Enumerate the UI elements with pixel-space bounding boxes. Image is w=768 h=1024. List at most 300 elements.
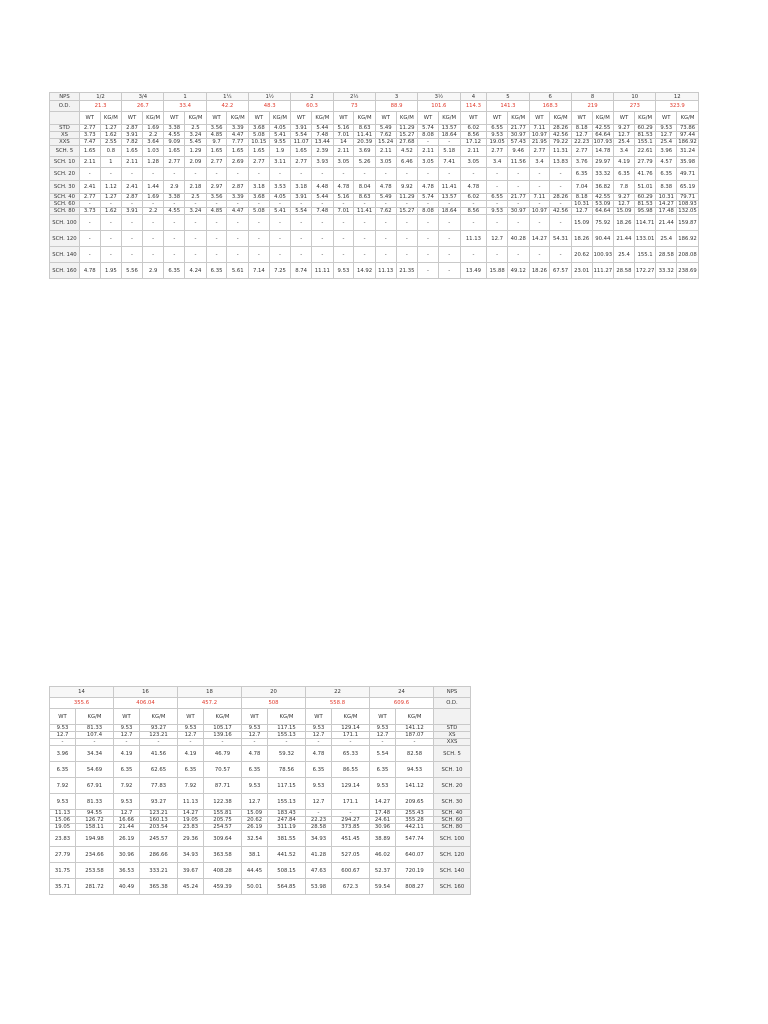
table-row [50, 739, 471, 746]
table-row [50, 794, 471, 810]
kgm-value: 75.92 [592, 215, 614, 231]
wt-value: 21.44 [614, 231, 635, 247]
wt-value: - [122, 231, 143, 247]
wt-value: 6.55 [487, 194, 508, 201]
od-label: O.D. [434, 698, 471, 709]
kgm-value: 1.27 [100, 125, 122, 132]
wt-value: 5.74 [418, 125, 439, 132]
table-row [50, 817, 471, 824]
wt-value: 6.35 [206, 263, 227, 279]
wt-value: - [249, 201, 270, 208]
nps-size: 16 [114, 687, 178, 698]
schedule-label: XS [434, 732, 471, 739]
kgm-value: - [354, 215, 376, 231]
kgm-value: 31.24 [677, 146, 699, 157]
outside-diameter: 457.2 [178, 698, 242, 709]
wt-value: 3.18 [291, 181, 312, 194]
outside-diameter: 33.4 [164, 101, 206, 112]
nps-size: 20 [242, 687, 306, 698]
wt-value: 18.26 [614, 215, 635, 231]
wt-value: 18.26 [571, 231, 592, 247]
kgm-value: - [142, 201, 164, 208]
nps-size: 3 [375, 93, 417, 101]
schedule-label: STD [434, 725, 471, 732]
wt-value: 12.7 [114, 810, 140, 817]
wt-value: 2.11 [333, 146, 354, 157]
kgm-value: 1.03 [142, 146, 164, 157]
wt-value: 2.11 [79, 157, 100, 168]
kgm-value: - [507, 181, 529, 194]
kgm-value: 36.82 [592, 181, 614, 194]
kgm-value: 13.83 [550, 157, 572, 168]
wt-value: 3.05 [375, 157, 396, 168]
kgm-value: 87.71 [204, 778, 242, 794]
schedule-label: SCH. 140 [434, 863, 471, 879]
wt-value: 23.01 [571, 263, 592, 279]
kgm-value: 60.29 [634, 194, 656, 201]
kgm-value: 720.19 [396, 863, 434, 879]
wt-header: WT [529, 112, 550, 125]
wt-value: 9.53 [306, 725, 332, 732]
kgm-value: 93.27 [140, 794, 178, 810]
wt-value: 11.13 [50, 810, 76, 817]
kgm-value: - [311, 215, 333, 231]
kgm-value: - [507, 247, 529, 263]
wt-value: 4.57 [656, 157, 677, 168]
wt-value: 3.05 [418, 157, 439, 168]
wt-value: 3.38 [164, 194, 185, 201]
kgm-value: 107.4 [76, 732, 114, 739]
wt-value: 17.12 [460, 139, 487, 146]
kgm-value: 94.53 [396, 762, 434, 778]
wt-value: 25.4 [614, 139, 635, 146]
kgm-header: KG/M [550, 112, 572, 125]
wt-value: 9.53 [50, 725, 76, 732]
wt-header: WT [656, 112, 677, 125]
kgm-value: 11.41 [354, 132, 376, 139]
wt-value: 3.4 [614, 146, 635, 157]
wt-value: 9.53 [656, 125, 677, 132]
wt-value: - [418, 263, 439, 279]
nps-size: 18 [178, 687, 242, 698]
wt-value: 12.7 [114, 732, 140, 739]
table-row [50, 181, 699, 194]
wt-value: 35.71 [50, 879, 76, 895]
unit-header-row [50, 709, 471, 725]
wt-value: 8.56 [460, 208, 487, 215]
wt-value: - [333, 215, 354, 231]
nps-size: 1½ [249, 93, 291, 101]
kgm-value: - [142, 215, 164, 231]
wt-value: 6.35 [114, 762, 140, 778]
wt-value: 5.16 [333, 125, 354, 132]
wt-value: 7.62 [375, 132, 396, 139]
wt-value: 12.7 [50, 732, 76, 739]
wt-value: 4.55 [164, 132, 185, 139]
wt-value: 1.65 [291, 146, 312, 157]
kgm-value: - [100, 201, 122, 208]
table-row [50, 863, 471, 879]
wt-value: - [206, 215, 227, 231]
nps-size: 2 [291, 93, 333, 101]
kgm-value: 5.44 [311, 125, 333, 132]
nps-size: 1¼ [206, 93, 248, 101]
wt-value: - [375, 247, 396, 263]
wt-value: 4.78 [242, 746, 268, 762]
kgm-value: 64.64 [592, 132, 614, 139]
wt-value: 1.65 [122, 146, 143, 157]
wt-value: 45.24 [178, 879, 204, 895]
kgm-value: 81.53 [634, 132, 656, 139]
kgm-value: 41.56 [140, 746, 178, 762]
wt-value: 20.62 [571, 247, 592, 263]
wt-value: 4.78 [418, 181, 439, 194]
kgm-value: 42.56 [550, 208, 572, 215]
wt-value: 4.85 [206, 208, 227, 215]
table-row [50, 194, 699, 201]
wt-value: 6.35 [50, 762, 76, 778]
wt-value: 3.73 [79, 132, 100, 139]
wt-value: - [333, 168, 354, 181]
table-row [50, 746, 471, 762]
table-row [50, 132, 699, 139]
kgm-value: 11.56 [507, 157, 529, 168]
table-row [50, 732, 471, 739]
kgm-value: 59.32 [268, 746, 306, 762]
wt-value: 12.7 [306, 794, 332, 810]
kgm-value: - [354, 168, 376, 181]
kgm-value: 18.64 [438, 132, 460, 139]
wt-value: - [79, 201, 100, 208]
kgm-value: - [507, 201, 529, 208]
wt-value: 3.96 [656, 146, 677, 157]
kgm-value: 255.43 [396, 810, 434, 817]
kgm-value: 1.69 [142, 125, 164, 132]
kgm-value: 3.64 [142, 139, 164, 146]
wt-value: - [178, 739, 204, 746]
kgm-value: 1.28 [142, 157, 164, 168]
kgm-value: 81.33 [76, 794, 114, 810]
kgm-value: 33.32 [592, 168, 614, 181]
wt-value: 9.53 [178, 725, 204, 732]
kgm-header: KG/M [396, 112, 418, 125]
kgm-value: 126.72 [76, 817, 114, 824]
wt-header: WT [418, 112, 439, 125]
schedule-label: SCH. 120 [50, 231, 80, 247]
wt-value: 47.63 [306, 863, 332, 879]
wt-value: - [370, 739, 396, 746]
nps-size: 2½ [333, 93, 375, 101]
wt-value: 2.77 [571, 146, 592, 157]
wt-value: 10.97 [529, 132, 550, 139]
wt-value: 2.77 [164, 157, 185, 168]
kgm-header: KG/M [332, 709, 370, 725]
kgm-value: 21.35 [396, 263, 418, 279]
kgm-value: 1.44 [142, 181, 164, 194]
kgm-value: 8.04 [354, 181, 376, 194]
kgm-value: 105.17 [204, 725, 242, 732]
wt-value: 23.83 [178, 824, 204, 831]
kgm-value: 6.46 [396, 157, 418, 168]
wt-value: - [164, 215, 185, 231]
wt-value: 16.66 [114, 817, 140, 824]
schedule-label: SCH. 5 [434, 746, 471, 762]
kgm-value: 94.55 [76, 810, 114, 817]
kgm-value: - [100, 168, 122, 181]
wt-value: 15.09 [242, 810, 268, 817]
kgm-value: 15.27 [396, 132, 418, 139]
kgm-value: 100.93 [592, 247, 614, 263]
kgm-value: 155.13 [268, 732, 306, 739]
wt-value: 3.05 [460, 157, 487, 168]
kgm-value: 51.01 [634, 181, 656, 194]
kgm-value: 132.05 [678, 208, 697, 214]
wt-value: 2.77 [529, 146, 550, 157]
wt-value: 59.54 [370, 879, 396, 895]
schedule-label: STD [50, 125, 80, 132]
wt-value: 3.91 [122, 132, 143, 139]
kgm-value: - [332, 739, 370, 746]
kgm-value: 547.74 [396, 831, 434, 847]
kgm-value: 117.15 [268, 778, 306, 794]
wt-value: 2.41 [79, 181, 100, 194]
kgm-value: 245.57 [140, 831, 178, 847]
kgm-value: 2.9 [142, 263, 164, 279]
kgm-value: - [269, 215, 291, 231]
wt-value: - [206, 231, 227, 247]
kgm-value: 441.52 [268, 847, 306, 863]
wt-value: 18.26 [529, 263, 550, 279]
wt-header: WT [375, 112, 396, 125]
kgm-value: 30.97 [507, 208, 529, 215]
wt-value: 12.7 [242, 732, 268, 739]
kgm-value: - [185, 215, 207, 231]
wt-header: WT [164, 112, 185, 125]
wt-value: 2.41 [122, 181, 143, 194]
wt-value: - [164, 247, 185, 263]
kgm-value: 86.55 [332, 762, 370, 778]
kgm-value: 117.15 [268, 725, 306, 732]
wt-value: 6.02 [460, 194, 487, 201]
kgm-value: 7.41 [438, 157, 460, 168]
schedule-label: SCH. 160 [434, 879, 471, 895]
wt-value: - [418, 201, 439, 208]
kgm-value: 3.69 [354, 146, 376, 157]
wt-value: - [164, 231, 185, 247]
kgm-value: 73.86 [677, 125, 699, 132]
kgm-value: 21.77 [507, 194, 529, 201]
kgm-value: 3.24 [185, 208, 207, 215]
kgm-value: 8.63 [354, 194, 376, 201]
kgm-header: KG/M [100, 112, 122, 125]
wt-value: - [291, 168, 312, 181]
kgm-value: 408.28 [204, 863, 242, 879]
kgm-value: 93.27 [140, 725, 178, 732]
schedule-label: SCH. 60 [434, 817, 471, 824]
kgm-value: 1.29 [185, 146, 207, 157]
od-row [50, 101, 699, 112]
wt-value: 8.56 [460, 132, 487, 139]
kgm-value: - [396, 247, 418, 263]
wt-value: - [529, 181, 550, 194]
kgm-value: 4.48 [311, 181, 333, 194]
kgm-value: 155.81 [204, 810, 242, 817]
wt-value: 12.7 [370, 732, 396, 739]
kgm-value: - [142, 231, 164, 247]
wt-value: 30.96 [370, 824, 396, 831]
kgm-value: 7.48 [311, 132, 333, 139]
wt-value: 5.08 [249, 208, 270, 215]
wt-header: WT [79, 112, 100, 125]
kgm-value: - [269, 231, 291, 247]
wt-header: WT [306, 709, 332, 725]
wt-value: - [122, 215, 143, 231]
wt-value: 8.38 [656, 181, 677, 194]
kgm-value: 2.18 [185, 181, 207, 194]
wt-value: - [529, 215, 550, 231]
kgm-value: - [354, 231, 376, 247]
wt-value: 11.13 [375, 263, 396, 279]
wt-value: 7.04 [571, 181, 592, 194]
wt-value: - [460, 201, 487, 208]
wt-value: - [487, 247, 508, 263]
kgm-value: 28.26 [550, 125, 572, 132]
wt-value: 10.31 [571, 201, 592, 208]
kgm-header: KG/M [204, 709, 242, 725]
outside-diameter: 88.9 [375, 101, 417, 112]
kgm-header: KG/M [354, 112, 376, 125]
kgm-value: 209.65 [396, 794, 434, 810]
kgm-value: - [438, 201, 460, 208]
kgm-value: 158.11 [76, 824, 114, 831]
outside-diameter: 355.6 [50, 698, 114, 709]
wt-value: 44.45 [242, 863, 268, 879]
kgm-value: 79.22 [550, 139, 572, 146]
wt-value: 3.18 [249, 181, 270, 194]
wt-value: 9.53 [50, 794, 76, 810]
wt-value: 4.19 [114, 746, 140, 762]
kgm-value: 49.12 [507, 263, 529, 279]
wt-value: 23.83 [50, 831, 76, 847]
kgm-value: - [269, 168, 291, 181]
outside-diameter: 48.3 [249, 101, 291, 112]
kgm-value: 90.44 [592, 231, 614, 247]
wt-value: - [333, 247, 354, 263]
wt-value: - [206, 168, 227, 181]
wt-header: WT [333, 112, 354, 125]
schedule-label: SCH. 30 [50, 181, 80, 194]
nps-corner-label: NPS [50, 93, 80, 101]
kgm-value: 7.25 [269, 263, 291, 279]
wt-value: - [487, 215, 508, 231]
kgm-value: 2.39 [311, 146, 333, 157]
table-row [50, 778, 471, 794]
wt-value: 20.62 [242, 817, 268, 824]
kgm-value: 253.58 [76, 863, 114, 879]
table-row [50, 263, 699, 279]
wt-value: 4.78 [375, 181, 396, 194]
kgm-value: 3.39 [227, 125, 249, 132]
kgm-value: - [100, 215, 122, 231]
nps-size: 1 [164, 93, 206, 101]
schedule-label: SCH. 100 [434, 831, 471, 847]
kgm-value: 122.38 [204, 794, 242, 810]
wt-value: 1.65 [164, 146, 185, 157]
nps-size: 6 [529, 93, 571, 101]
kgm-value: 187.07 [396, 732, 434, 739]
kgm-value: 155.1 [634, 139, 656, 146]
kgm-value: 42.56 [550, 132, 572, 139]
schedule-label: SCH. 60 [50, 201, 80, 208]
kgm-value: 9.92 [396, 181, 418, 194]
kgm-value: 5.41 [269, 132, 291, 139]
wt-value: 32.54 [242, 831, 268, 847]
wt-value: - [418, 168, 439, 181]
kgm-value: 234.66 [76, 847, 114, 863]
kgm-header: KG/M [507, 112, 529, 125]
wt-value: 22.23 [306, 817, 332, 824]
kgm-value: - [354, 247, 376, 263]
kgm-value: 5.45 [185, 139, 207, 146]
kgm-header: KG/M [142, 112, 164, 125]
kgm-value: 4.24 [185, 263, 207, 279]
nps-row [50, 687, 471, 698]
wt-value: 12.7 [306, 732, 332, 739]
wt-value: 2.77 [79, 194, 100, 201]
schedule-label: XS [50, 132, 80, 139]
wt-value: - [206, 247, 227, 263]
wt-value: 5.49 [375, 125, 396, 132]
wt-value: 22.23 [571, 139, 592, 146]
nps-row [50, 93, 699, 101]
kgm-value: 355.28 [396, 817, 434, 824]
kgm-value: 3.93 [311, 157, 333, 168]
wt-value: 9.27 [614, 125, 635, 132]
outside-diameter: 609.6 [370, 698, 434, 709]
wt-value: 5.49 [375, 194, 396, 201]
wt-value: 28.58 [656, 247, 677, 263]
wt-value: 34.93 [178, 847, 204, 863]
wt-value: 12.7 [614, 132, 635, 139]
kgm-value: - [100, 231, 122, 247]
wt-value: 5.54 [291, 132, 312, 139]
kgm-value: 108.93 [678, 201, 697, 207]
kgm-value: 159.87 [677, 215, 699, 231]
wt-value: 12.7 [242, 794, 268, 810]
kgm-value: - [185, 201, 207, 208]
kgm-value: - [332, 810, 370, 817]
kgm-value: 57.43 [507, 139, 529, 146]
kgm-value: 155.1 [634, 247, 656, 263]
kgm-value: - [438, 231, 460, 247]
wt-value: 13.49 [460, 263, 487, 279]
kgm-value: 11.31 [550, 146, 572, 157]
kgm-value: 81.53 [634, 201, 656, 208]
kgm-value: 1 [100, 157, 122, 168]
kgm-value: 141.12 [396, 778, 434, 794]
wt-value: 34.93 [306, 831, 332, 847]
kgm-value: 363.58 [204, 847, 242, 863]
wt-value: 7.11 [529, 125, 550, 132]
kgm-value: 172.27 [634, 263, 656, 279]
kgm-value: - [269, 247, 291, 263]
wt-value: 9.09 [164, 139, 185, 146]
kgm-value: - [227, 215, 249, 231]
table-row [50, 725, 471, 732]
nps-size: 3½ [418, 93, 460, 101]
kgm-value: 54.69 [76, 762, 114, 778]
kgm-value: 54.31 [550, 231, 572, 247]
